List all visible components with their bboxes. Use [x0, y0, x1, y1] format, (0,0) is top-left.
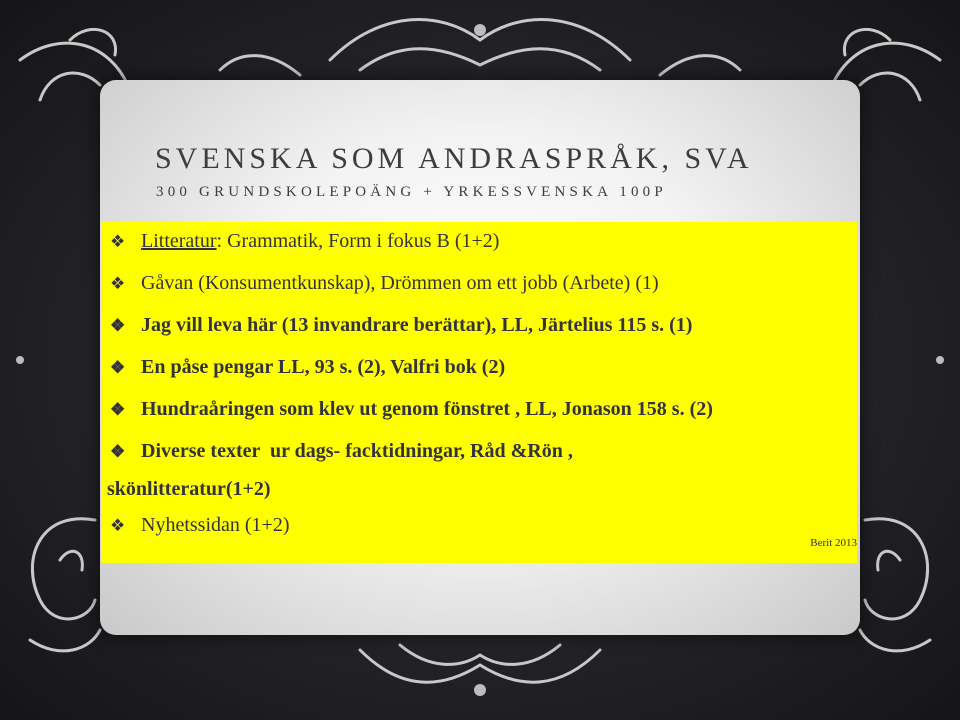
litteratur-link[interactable]: Litteratur [141, 230, 217, 252]
diamond-bullet-icon: ❖ [110, 400, 126, 419]
highlighted-content-box [101, 222, 857, 563]
diamond-bullet-icon: ❖ [110, 516, 126, 535]
bullet-text: Hundraåringen som klev ut genom fönstret , LL, Jonason 158 s. (2) [141, 398, 713, 420]
diamond-bullet-icon: ❖ [110, 274, 126, 293]
bullet-item [107, 272, 857, 294]
bullet-text: : Grammatik, Form i fokus B (1+2) [216, 230, 500, 252]
bullet-text: Nyhetssidan (1+2) [141, 514, 290, 536]
bullet-text: Jag vill leva här (13 invandrare berättar), LL, Järtelius 115 s. (1) [141, 314, 693, 336]
bullet-item [107, 398, 857, 420]
bullet-item [107, 440, 857, 500]
diamond-bullet-icon: ❖ [110, 358, 126, 377]
footer-author: Berit 2013 [810, 537, 857, 549]
diamond-bullet-icon: ❖ [110, 232, 126, 251]
slide-subtitle: 300 GRUNDSKOLEPOÄNG + YRKESSVENSKA 100P [156, 184, 667, 200]
bullet-list [107, 230, 857, 536]
slide-title: SVENSKA SOM ANDRASPRÅK, SVA [155, 142, 753, 175]
bullet-item [107, 230, 857, 252]
bullet-item [107, 314, 857, 336]
diamond-bullet-icon: ❖ [110, 316, 126, 335]
bullet-text: En påse pengar LL, 93 s. (2), Valfri bok (2) [141, 356, 506, 378]
bullet-item [107, 356, 857, 378]
bullet-item [107, 514, 857, 536]
bullet-text: Diverse texter ur dags- facktidningar, Råd &Rön , [141, 440, 573, 462]
bullet-text: Gåvan (Konsumentkunskap), Drömmen om ett jobb (Arbete) (1) [141, 272, 659, 294]
diamond-bullet-icon: ❖ [110, 442, 126, 461]
bullet-continuation: skönlitteratur(1+2) [107, 478, 271, 500]
